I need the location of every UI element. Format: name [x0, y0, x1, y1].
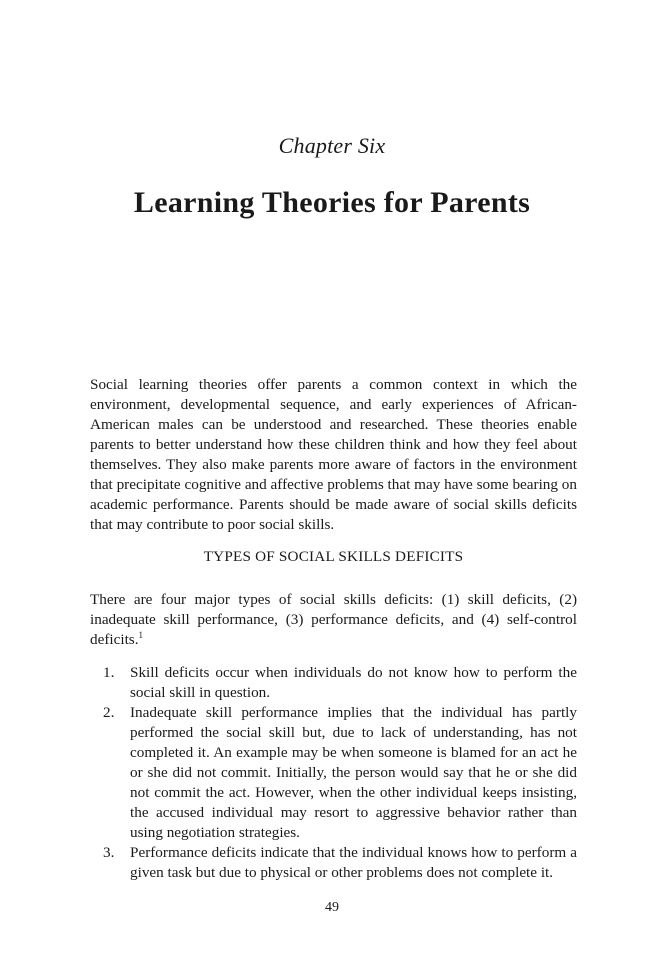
list-item-text: Inadequate skill performance implies that the individual has partly performed the social skill but, due to lack of understanding, has not completed it. An example may be when someone is blamed for an act he or she did not commit. Initially, the person would say that he or she did not commit the act. However, when the other individual keeps insisting, the accused individual may resort to aggressive behavior rather than using negotiation strategies.: [130, 704, 577, 841]
chapter-label: Chapter Six: [278, 133, 386, 158]
chapter-title: Learning Theories for Parents: [133, 186, 531, 219]
page-number: 49: [325, 900, 339, 915]
list-item: [90, 703, 577, 843]
list-item-text: Skill deficits occur when individuals do not know how to perform the social skill in question.: [130, 664, 577, 701]
list-item: [90, 843, 577, 883]
list-item-number: 1.: [103, 664, 115, 681]
types-paragraph: [90, 590, 577, 650]
deficit-types-list: [90, 663, 577, 883]
section-heading: TYPES OF SOCIAL SKILLS DEFICITS: [203, 548, 464, 565]
list-item-number: 2.: [103, 704, 115, 721]
types-paragraph-text: There are four major types of social skills deficits: (1) skill deficits, (2) inadequate skill performance, (3) performance deficits, and (4) self-control deficits.: [90, 591, 577, 648]
list-item: [90, 663, 577, 703]
list-item-number: 3.: [103, 844, 115, 861]
list-item-text: Performance deficits indicate that the individual knows how to perform a given task but due to physical or other problems does not complete it.: [130, 844, 577, 881]
footnote-reference[interactable]: 1: [138, 629, 143, 640]
intro-paragraph: Social learning theories offer parents a common context in which the environment, developmental sequence, and early experiences of African-American males can be understood and researched. These theories enable parents to better understand how these children think and how they feel about themselves. They also make parents more aware of factors in the environment that precipitate cognitive and affective problems that may have some bearing on academic performance. Parents should be made aware of social skills deficits that may contribute to poor social skills.: [90, 376, 577, 533]
